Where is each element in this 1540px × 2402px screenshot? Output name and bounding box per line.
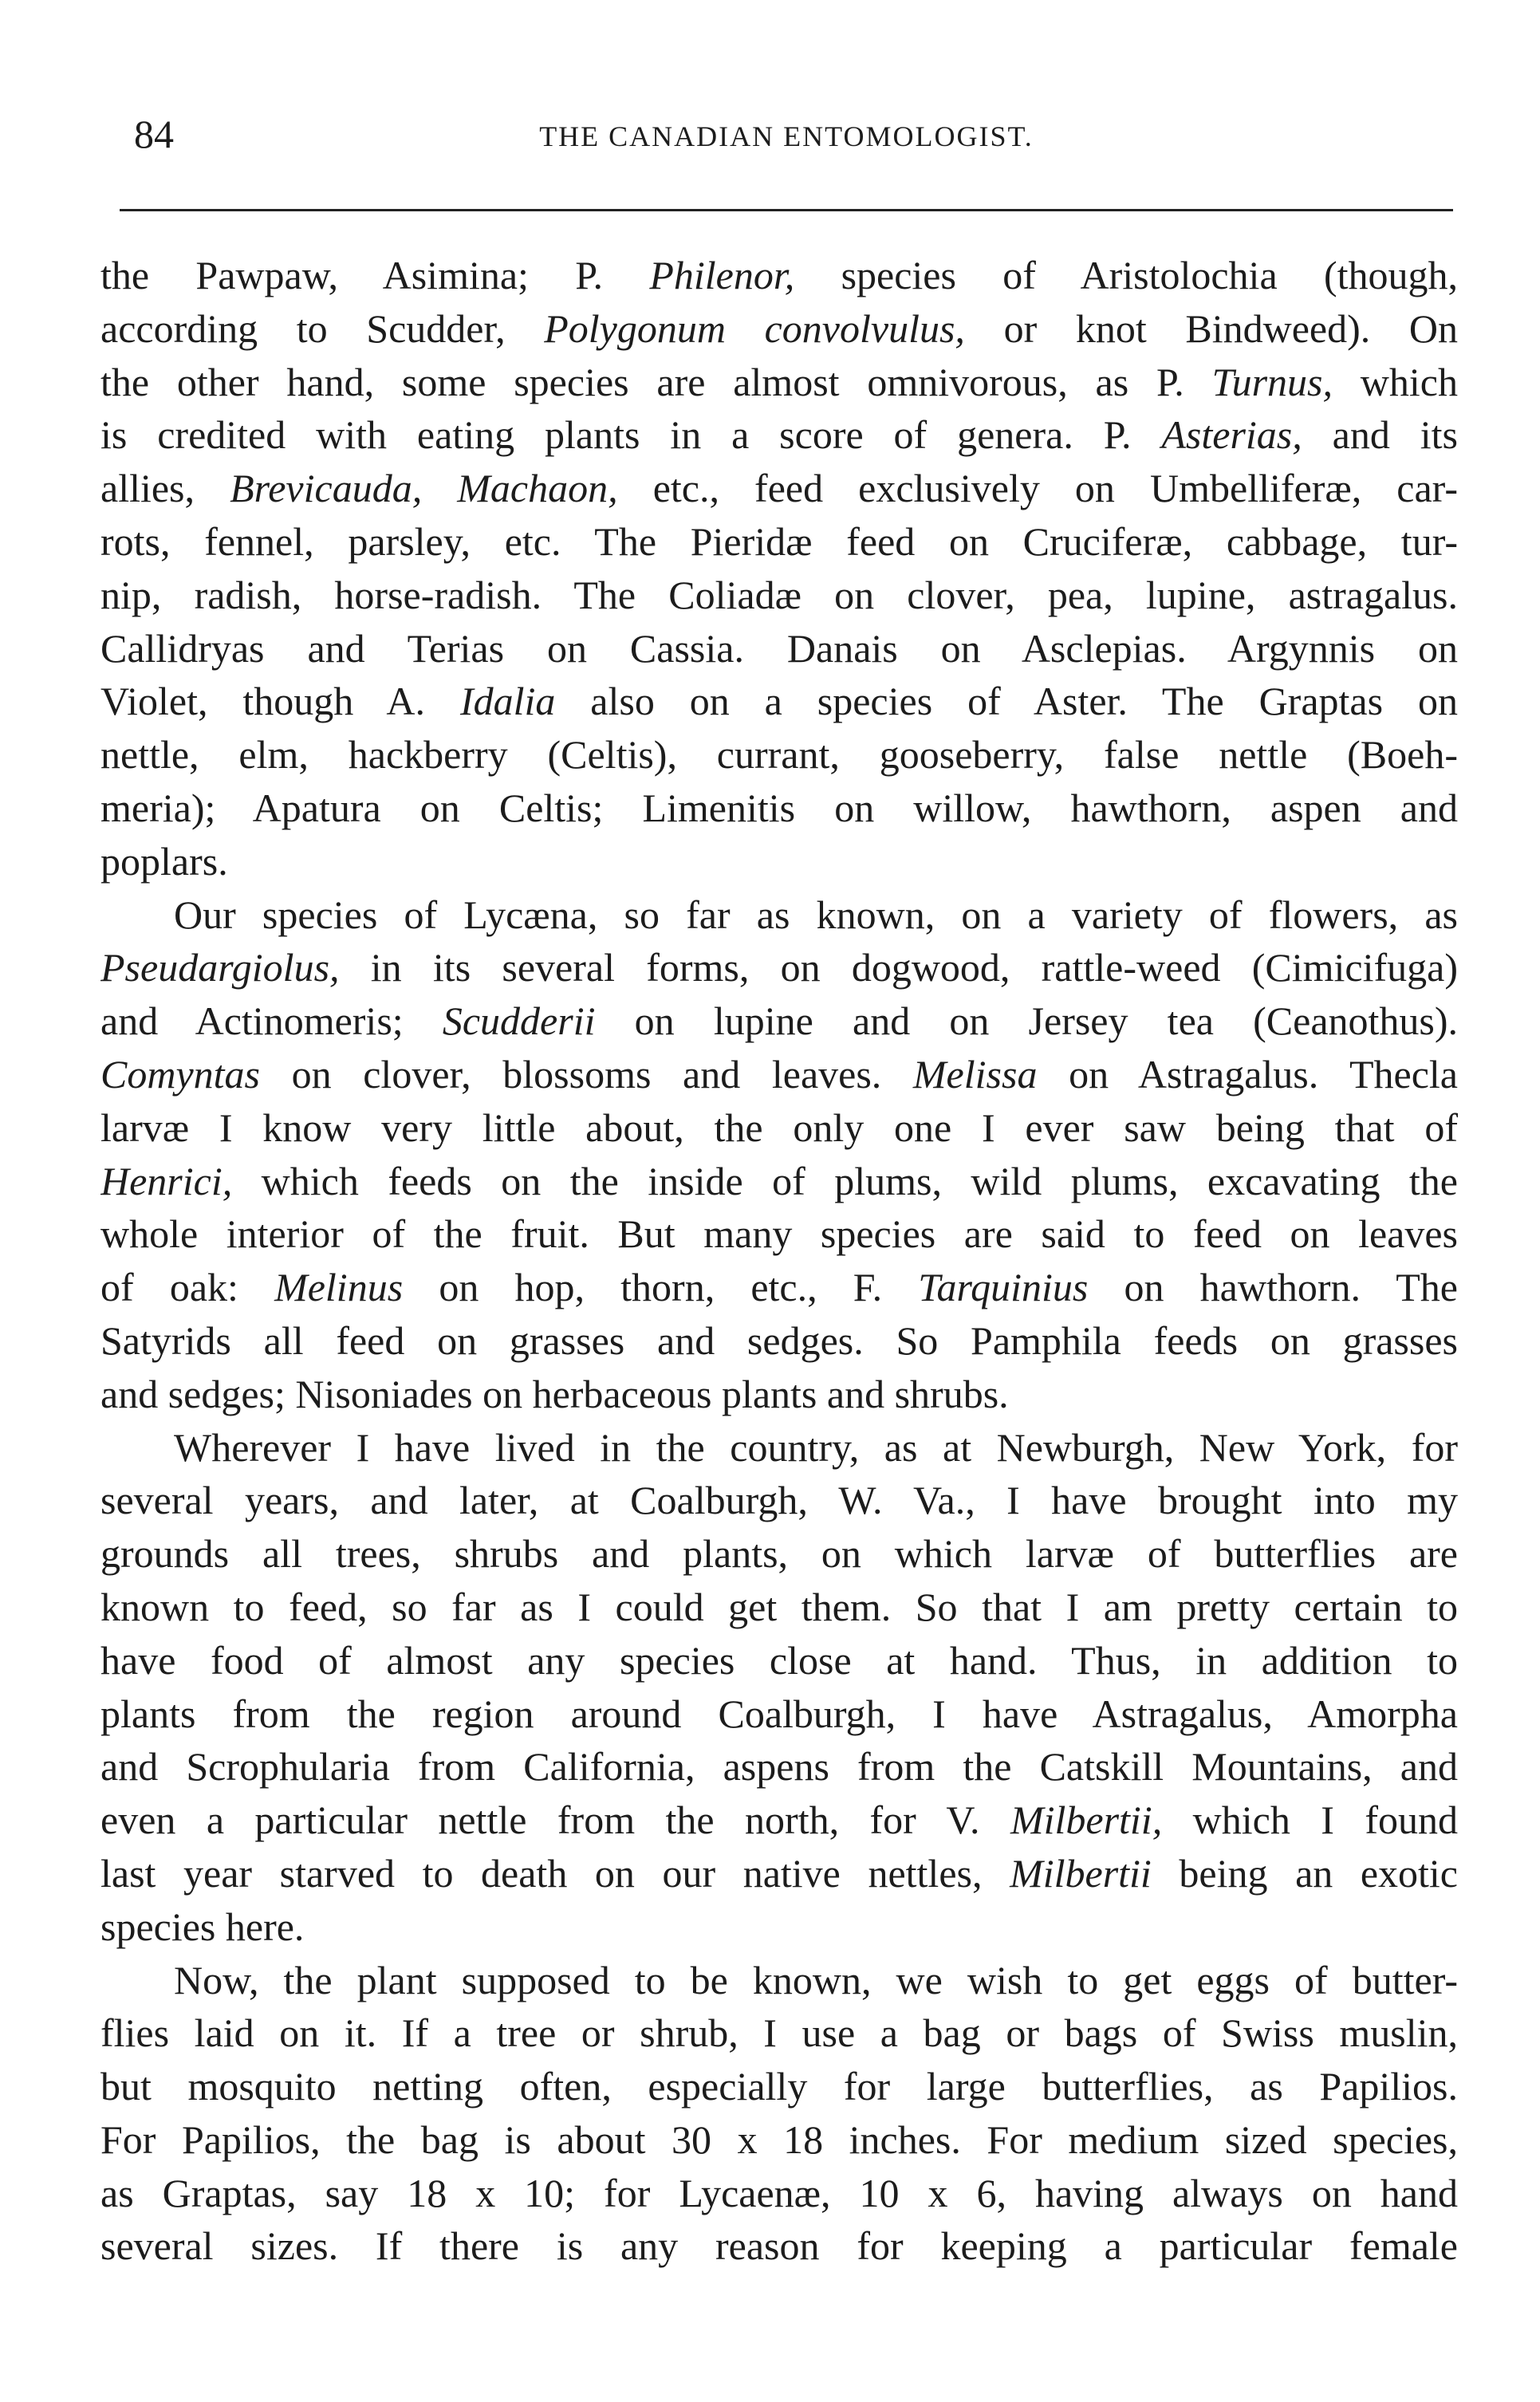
italic-text: Turnus, — [1211, 359, 1333, 404]
text-span: rots, fennel, parsley, etc. The Pieridæ feed on Cruciferæ, cabbage, tur- — [100, 518, 1458, 564]
text-line — [100, 1581, 1458, 1634]
text-line — [100, 1527, 1458, 1581]
text-span: in its several forms, on dogwood, rattle-weed (Cimicifuga) — [339, 945, 1458, 990]
italic-text: Melissa — [912, 1051, 1038, 1097]
text-line — [100, 728, 1458, 782]
italic-text: Milbertii, — [1010, 1798, 1163, 1843]
text-line — [100, 1207, 1458, 1261]
text-span: meria); Apatura on Celtis; Limenitis on willow, hawthorn, aspen and — [100, 785, 1458, 830]
text-span: species of Aristolochia (though, — [794, 253, 1458, 297]
italic-text: Philenor, — [649, 253, 795, 297]
running-head — [120, 110, 1453, 174]
text-line — [100, 1740, 1458, 1794]
italic-text: Milbertii — [1010, 1850, 1152, 1896]
text-line — [100, 994, 1458, 1048]
text-line — [100, 515, 1458, 569]
text-span: even a particular nettle from the north, for V. — [100, 1798, 1010, 1843]
text-line — [100, 408, 1458, 462]
text-line — [100, 941, 1458, 994]
text-line — [100, 1687, 1458, 1741]
text-span: species here. — [100, 1904, 305, 1949]
italic-text: Henrici, — [100, 1158, 233, 1203]
text-line — [100, 1421, 1458, 1475]
text-span: whole interior of the fruit. But many species are said to feed on leaves — [100, 1211, 1458, 1257]
text-span: on hawthorn. The — [1088, 1265, 1458, 1310]
text-span: also on a species of Aster. The Graptas on — [555, 679, 1458, 724]
text-span: on Astragalus. Thecla — [1037, 1051, 1458, 1097]
text-span: Satyrids all feed on grasses and sedges. So Pamphila feeds on grasses — [100, 1317, 1458, 1363]
text-line — [100, 622, 1458, 675]
text-span: on hop, thorn, etc., F. — [403, 1265, 919, 1310]
text-line — [100, 1048, 1458, 1101]
text-span: on clover, blossoms and leaves. — [260, 1051, 913, 1097]
text-line — [100, 1847, 1458, 1900]
text-span: which feeds on the inside of plums, wild plums, excavating the — [232, 1158, 1458, 1203]
text-line — [100, 2219, 1458, 2273]
text-span: as Graptas, say 18 x 10; for Lycaenæ, 10 x 6, having always on hand — [100, 2170, 1458, 2215]
text-line — [100, 1314, 1458, 1368]
text-span: according to Scudder, — [100, 305, 545, 351]
text-span: Wherever I have lived in the country, as at Newburgh, New York, for — [174, 1424, 1458, 1470]
text-span: several sizes. If there is any reason for keeping a particular female — [100, 2223, 1458, 2269]
text-line — [100, 2167, 1458, 2220]
text-span: the Pawpaw, Asimina; P. — [100, 253, 650, 297]
text-line — [100, 782, 1458, 835]
text-span: which — [1333, 359, 1458, 404]
text-span: poplars. — [100, 838, 228, 884]
italic-text: Tarquinius — [918, 1265, 1089, 1310]
text-line — [100, 2113, 1458, 2167]
text-span: is credited with eating plants in a score of genera. P. — [100, 412, 1162, 458]
body-text — [100, 249, 1458, 2273]
text-line — [100, 249, 1458, 302]
text-span: larvæ I know very little about, the only one I ever saw being that of — [100, 1105, 1458, 1150]
italic-text: Polygonum convolvulus, — [544, 305, 965, 351]
text-span: nip, radish, horse-radish. The Coliadæ on clover, pea, lupine, astragalus. — [100, 572, 1458, 617]
header-rule — [120, 209, 1453, 211]
text-span: nettle, elm, hackberry (Celtis), currant, gooseberry, false nettle (Boeh- — [100, 732, 1458, 778]
italic-text: Asterias, — [1161, 412, 1302, 458]
text-line — [100, 2006, 1458, 2060]
text-span: several years, and later, at Coalburgh, W. Va., I have brought into my — [100, 1478, 1458, 1523]
text-span: have food of almost any species close at hand. Thus, in addition to — [100, 1637, 1458, 1683]
text-span: but mosquito netting often, especially for large butterflies, as Papilios. — [100, 2064, 1458, 2109]
text-line — [100, 569, 1458, 622]
text-line — [100, 302, 1458, 356]
text-line — [100, 675, 1458, 728]
text-span: on lupine and on Jersey tea (Ceanothus). — [595, 998, 1458, 1044]
text-span: and Actinomeris; — [100, 998, 443, 1044]
journal-title: THE CANADIAN ENTOMOLOGIST. — [539, 120, 1034, 152]
page-number: 84 — [134, 112, 174, 156]
text-span: flies laid on it. If a tree or shrub, I use a bag or bags of Swiss muslin, — [100, 2010, 1458, 2056]
text-line — [100, 1474, 1458, 1527]
text-span: plants from the region around Coalburgh, I have Astragalus, Amorpha — [100, 1691, 1458, 1736]
text-span: the other hand, some species are almost omnivorous, as P. — [100, 359, 1212, 404]
text-span: etc., feed exclusively on Umbelliferæ, car- — [617, 466, 1458, 511]
text-span: being an exotic — [1151, 1850, 1458, 1896]
text-span: Callidryas and Terias on Cassia. Danais on Asclepias. Argynnis on — [100, 625, 1458, 671]
italic-text: Idalia — [459, 679, 556, 724]
text-span: For Papilios, the bag is about 30 x 18 inches. For medium sized species, — [100, 2117, 1458, 2162]
italic-text: Melinus — [274, 1265, 404, 1310]
text-span: allies, — [100, 466, 230, 511]
text-span: Our species of Lycæna, so far as known, on a variety of flowers, as — [174, 892, 1458, 937]
text-line — [100, 1101, 1458, 1155]
text-line — [100, 1634, 1458, 1687]
text-span: Now, the plant supposed to be known, we wish to get eggs of butter- — [174, 1957, 1458, 2002]
text-span: or knot Bindweed). On — [964, 305, 1458, 351]
text-line — [100, 835, 1458, 888]
italic-text: Pseudargiolus, — [100, 945, 340, 990]
text-line — [100, 462, 1458, 515]
text-line — [100, 2060, 1458, 2113]
italic-text: Comyntas — [100, 1051, 260, 1097]
text-line — [100, 1794, 1458, 1847]
text-span: of oak: — [100, 1265, 275, 1310]
text-line — [100, 1261, 1458, 1314]
italic-text: Scudderii — [442, 998, 596, 1044]
text-span: which I found — [1162, 1798, 1458, 1843]
text-span: Violet, though A. — [100, 679, 460, 724]
text-line — [100, 1954, 1458, 2007]
text-line — [100, 356, 1458, 409]
text-span: and Scrophularia from California, aspens from the Catskill Mountains, and — [100, 1744, 1458, 1790]
text-line — [100, 1155, 1458, 1208]
text-line — [100, 1368, 1458, 1421]
text-line — [100, 1900, 1458, 1954]
text-span: known to feed, so far as I could get them. So that I am pretty certain to — [100, 1584, 1458, 1629]
text-span: and its — [1302, 412, 1458, 458]
italic-text: Brevicauda, Machaon, — [230, 466, 618, 511]
text-line — [100, 888, 1458, 942]
text-span: last year starved to death on our native nettles, — [100, 1850, 1010, 1896]
text-span: and sedges; Nisoniades on herbaceous plants and shrubs. — [100, 1371, 1009, 1416]
text-span: grounds all trees, shrubs and plants, on which larvæ of butterflies are — [100, 1531, 1458, 1577]
